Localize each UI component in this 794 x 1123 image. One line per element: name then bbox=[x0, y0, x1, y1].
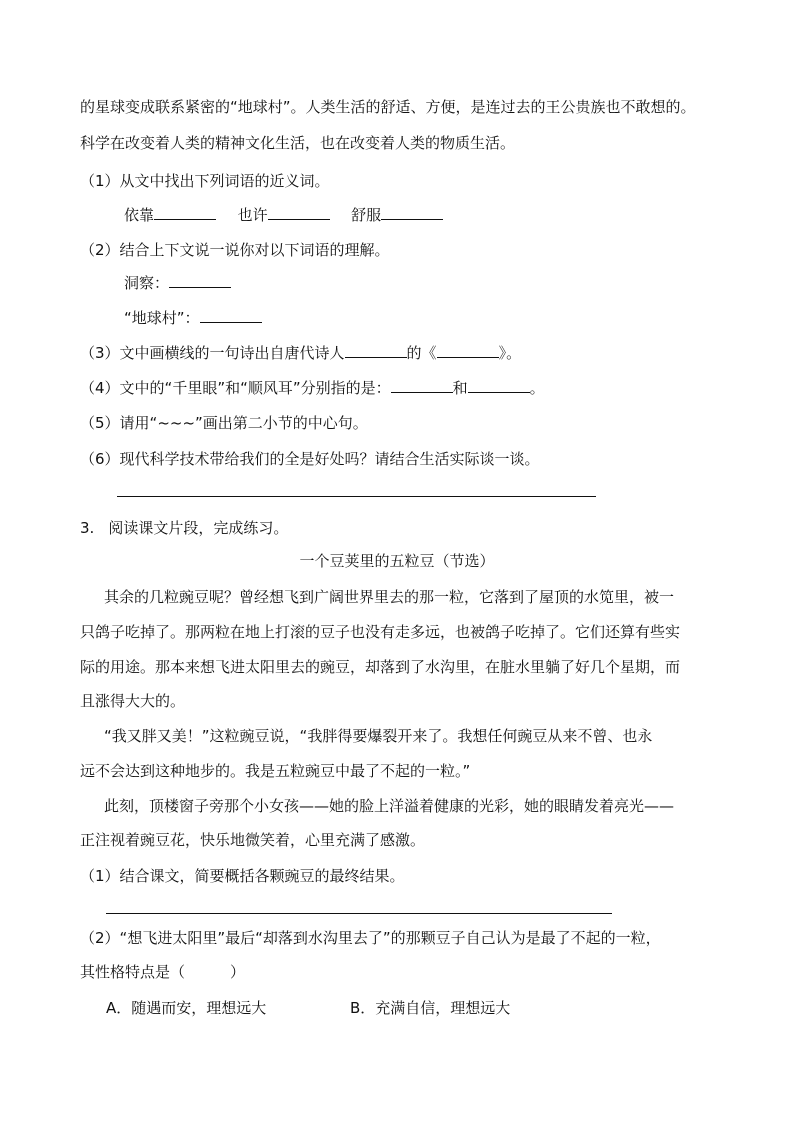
passage-title: 一个豆荚里的五粒豆（节选） bbox=[299, 552, 495, 570]
question-1: （1）从文中找出下列词语的近义词。 bbox=[80, 172, 330, 190]
passage-line: “我又胖又美！”这粒豌豆说，“我胖得要爆裂开来了。我想任何豌豆从来不曾、也永 bbox=[104, 727, 653, 745]
q4-text: 和 bbox=[452, 379, 468, 397]
section-instruction: 阅读课文片段，完成练习。 bbox=[108, 519, 289, 537]
answer-blank[interactable] bbox=[154, 205, 216, 220]
sub-question-2-cont: 其性格特点是（ ） bbox=[80, 963, 246, 981]
answer-blank[interactable] bbox=[468, 378, 530, 393]
answer-line[interactable] bbox=[106, 913, 612, 914]
question-5: （5）请用“~~~”画出第二小节的中心句。 bbox=[80, 414, 368, 432]
answer-line[interactable] bbox=[117, 496, 596, 497]
q1-answer-row bbox=[124, 205, 443, 225]
answer-blank[interactable] bbox=[381, 205, 443, 220]
sub-question-2: （2）“想飞进太阳里”最后“却落到水沟里去了”的那颗豆子自己认为是最了不起的一粒， bbox=[80, 929, 661, 947]
sub-question-1: （1）结合课文，简要概括各颗豌豆的最终结果。 bbox=[80, 867, 405, 885]
q3-text: （3）文中画横线的一句诗出自唐代诗人 bbox=[80, 344, 345, 362]
answer-blank[interactable] bbox=[345, 343, 407, 358]
option-a[interactable]: A．随遇而安，理想远大 bbox=[106, 999, 267, 1017]
passage-line: 只鸽子吃掉了。那两粒在地上打滚的豆子也没有走多远，也被鸽子吃掉了。它们还算有些实 bbox=[80, 623, 681, 641]
q4-text: 。 bbox=[529, 379, 545, 397]
section-3-heading bbox=[80, 518, 288, 538]
answer-blank[interactable] bbox=[437, 343, 499, 358]
q2-item bbox=[124, 273, 231, 293]
passage-line: 此刻，顶楼窗子旁那个小女孩——她的脸上洋溢着健康的光彩，她的眼睛发着亮光—— bbox=[104, 797, 675, 815]
question-2: （2）结合上下文说一说你对以下词语的理解。 bbox=[80, 241, 390, 259]
q3-text: 的《 bbox=[406, 344, 437, 362]
q2-term: “地球村”： bbox=[124, 309, 200, 327]
q3-text: 》。 bbox=[498, 344, 522, 362]
answer-blank[interactable] bbox=[169, 273, 231, 288]
q1-word: 也许 bbox=[237, 206, 268, 224]
question-3 bbox=[80, 343, 521, 363]
q1-word: 舒服 bbox=[351, 206, 382, 224]
passage-line: 且涨得大大的。 bbox=[80, 692, 186, 710]
option-b[interactable]: B．充满自信，理想远大 bbox=[350, 999, 511, 1017]
passage-line: 际的用途。那本来想飞进太阳里去的豌豆，却落到了水沟里，在脏水里躺了好几个星期，而 bbox=[80, 658, 681, 676]
q2-term: 洞察： bbox=[124, 274, 170, 292]
section-number: 3. bbox=[80, 519, 95, 537]
answer-blank[interactable] bbox=[200, 308, 262, 323]
q1-word: 依靠 bbox=[124, 206, 155, 224]
answer-blank[interactable] bbox=[391, 378, 453, 393]
q4-text: （4）文中的“千里眼”和“顺风耳”分别指的是： bbox=[80, 379, 391, 397]
passage-line: 正注视着豌豆花，快乐地微笑着，心里充满了感激。 bbox=[80, 831, 426, 849]
passage-line: 其余的几粒豌豆呢？曾经想飞到广阔世界里去的那一粒，它落到了屋顶的水笕里，被一 bbox=[104, 588, 675, 606]
passage-line: 远不会达到这种地步的。我是五粒豌豆中最了不起的一粒。” bbox=[80, 762, 471, 780]
question-6: （6）现代科学技术带给我们的全是好处吗？请结合生活实际谈一谈。 bbox=[80, 450, 540, 468]
passage-line: 科学在改变着人类的精神文化生活，也在改变着人类的物质生活。 bbox=[80, 134, 516, 152]
answer-blank[interactable] bbox=[268, 205, 330, 220]
question-4 bbox=[80, 378, 545, 398]
passage-line: 的星球变成联系紧密的“地球村”。人类生活的舒适、方便，是连过去的王公贵族也不敢想的。 bbox=[80, 98, 696, 116]
q2-item bbox=[124, 308, 262, 328]
